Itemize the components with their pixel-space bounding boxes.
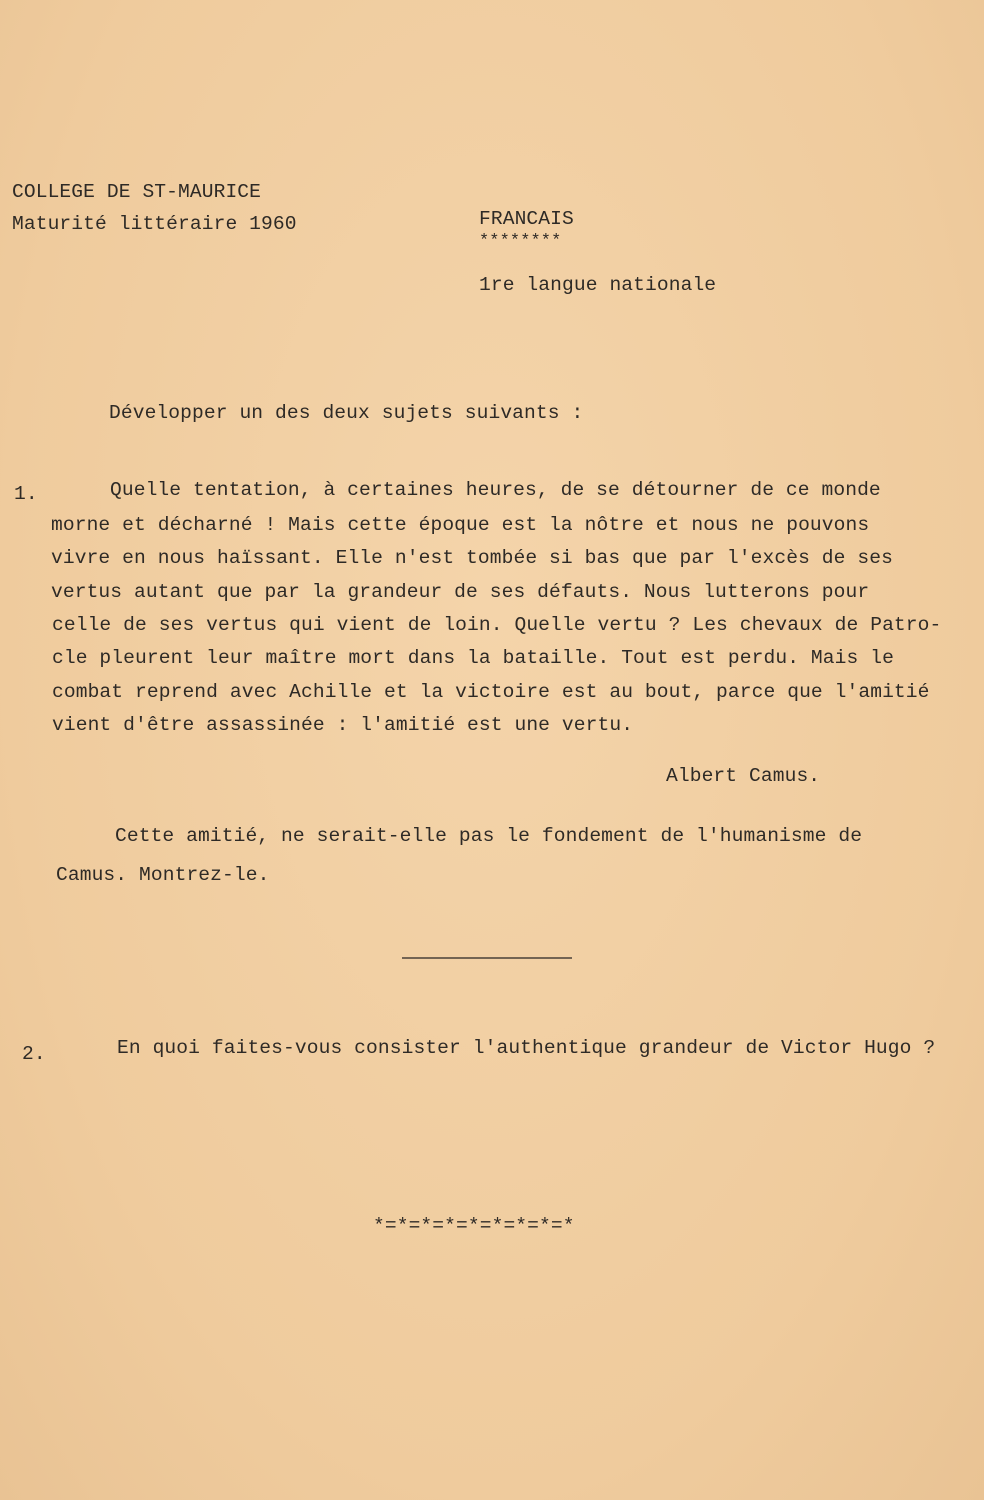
question-line: Cette amitié, ne serait-elle pas le fondement de l'humanisme de xyxy=(115,825,863,847)
subject-title: FRANCAIS xyxy=(479,208,574,230)
quote-line: celle de ses vertus qui vient de loin. Quelle vertu ? Les chevaux de Patro- xyxy=(52,614,942,636)
quote-line: combat reprend avec Achille et la victoire est au bout, parce que l'amitié xyxy=(52,681,930,703)
level: 1re langue nationale xyxy=(479,274,717,296)
quote-author: Albert Camus. xyxy=(666,765,821,787)
institution: COLLEGE DE ST-MAURICE xyxy=(12,181,262,203)
instruction: Développer un des deux sujets suivants : xyxy=(109,402,584,424)
quote-line: vivre en nous haïssant. Elle n'est tombée si bas que par l'excès de ses xyxy=(51,547,893,569)
quote-line: cle pleurent leur maître mort dans la bataille. Tout est perdu. Mais le xyxy=(52,647,894,669)
quote-line: vient d'être assassinée : l'amitié est une vertu. xyxy=(52,714,634,736)
section-divider xyxy=(402,957,572,959)
quote-line: vertus autant que par la grandeur de ses défauts. Nous lutterons pour xyxy=(51,581,870,603)
quote-line: morne et décharné ! Mais cette époque est la nôtre et nous ne pouvons xyxy=(51,514,870,536)
end-ornament: *=*=*=*=*=*=*=*=* xyxy=(373,1215,575,1237)
subject2-question: En quoi faites-vous consister l'authentique grandeur de Victor Hugo ? xyxy=(117,1037,936,1059)
subject-underline: ******** xyxy=(479,232,562,251)
question-line: Camus. Montrez-le. xyxy=(56,864,270,886)
quote-line: Quelle tentation, à certaines heures, de se détourner de ce monde xyxy=(110,479,881,501)
subject2-number: 2. xyxy=(22,1043,46,1065)
exam-title: Maturité littéraire 1960 xyxy=(12,213,297,235)
subject1-number: 1. xyxy=(14,483,38,505)
